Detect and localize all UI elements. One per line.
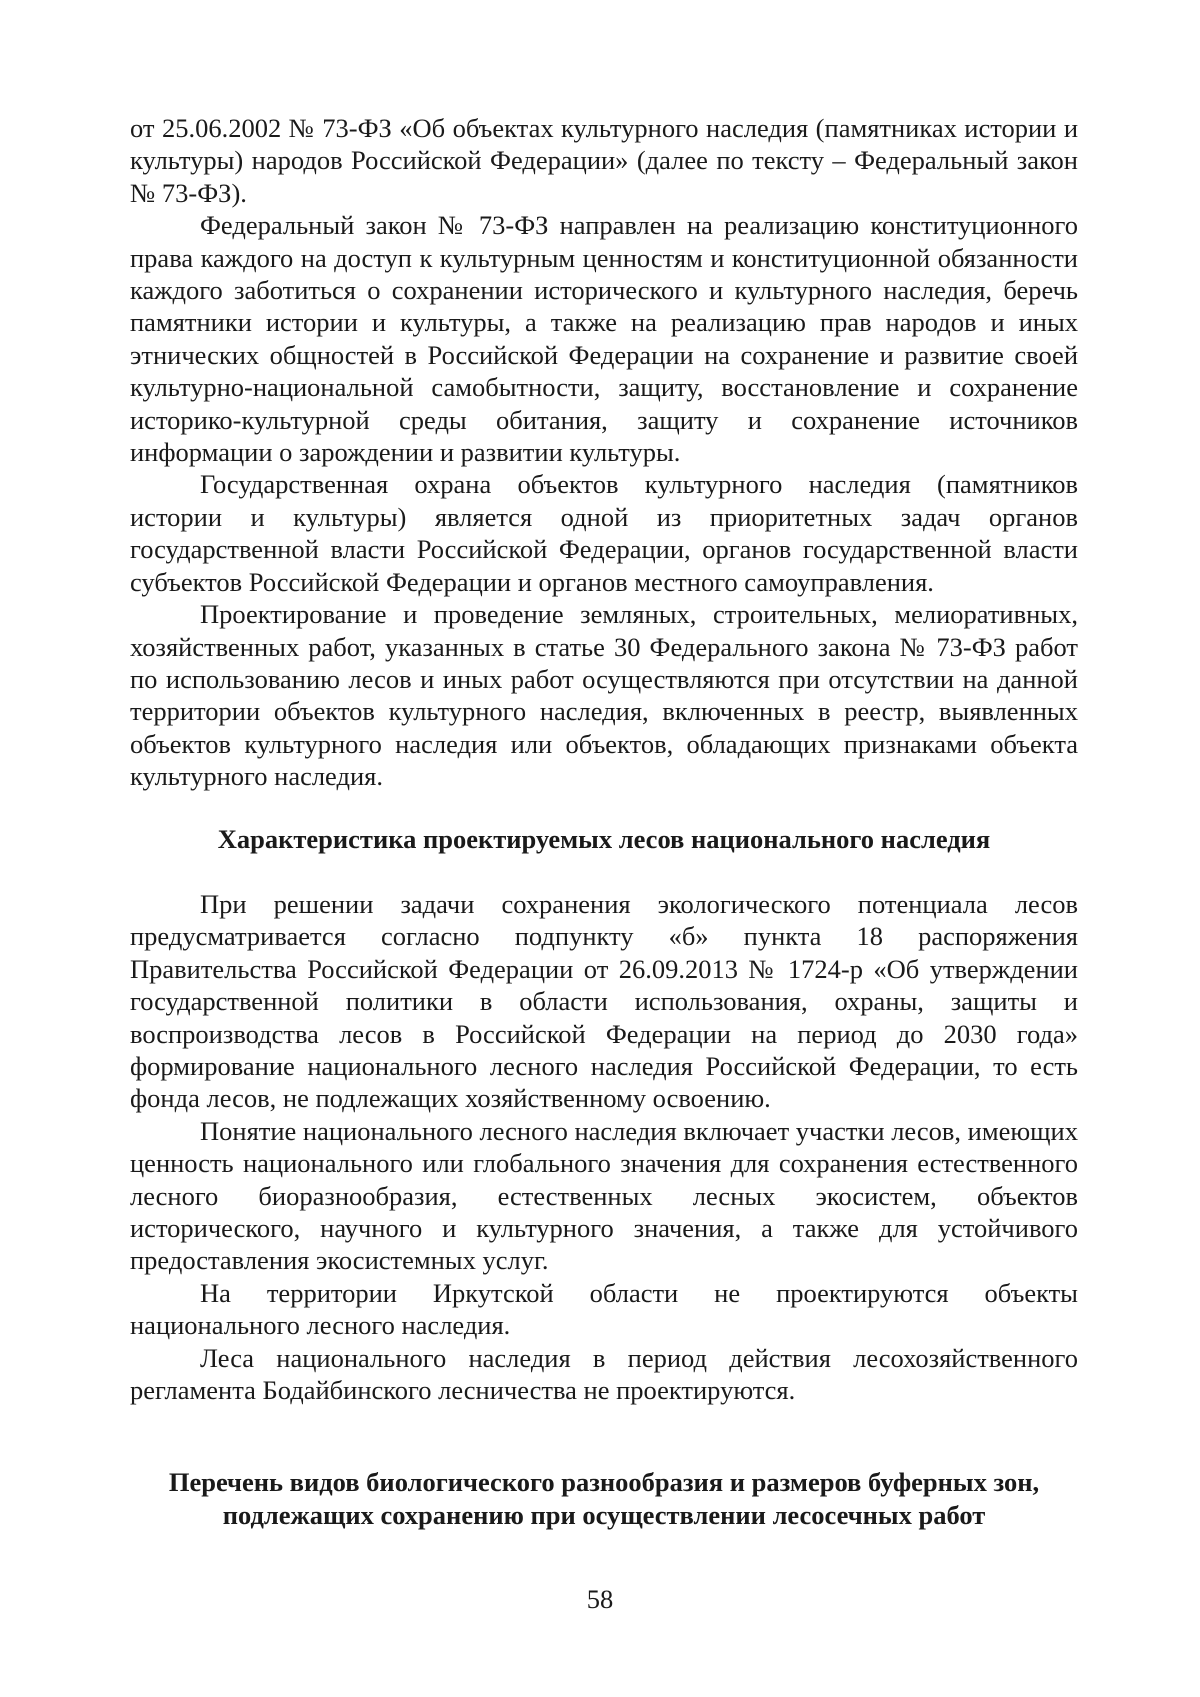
- page-content: [130, 112, 1078, 1531]
- heading-line-2: подлежащих сохранению при осуществлении лесосечных работ: [222, 1499, 986, 1530]
- paragraph-heritage-concept: Понятие национального лесного наследия включает участки лесов, имеющих ценность национального или глобального значения для сохранения естественного лесного биоразнообразия, естественных лесных экосистем, объектов исторического, научного и культурного значения, а также для устойчивого предоставления экосистемных услуг.: [130, 1115, 1078, 1276]
- paragraph-bodaibo-forestry: Леса национального наследия в период действия лесохозяйственного регламента Бодайбинского лесничества не проектируются.: [130, 1342, 1078, 1406]
- paragraph-law-purpose: Федеральный закон № 73-ФЗ направлен на реализацию конституционного права каждого на доступ к культурным ценностям и конституционной обязанности каждого заботиться о сохранении исторического и культурного наследия, беречь памятники истории и культуры, а также на реализацию прав народов и иных этнических общностей в Российской Федерации на сохранение и развитие своей культурно-национальной самобытности, защиту, восстановление и сохранение историко-культурной среды обитания, защиту и сохранение источников информации о зарождении и развитии культуры.: [130, 210, 1078, 468]
- section-heading-biodiversity-buffer-zones: [130, 1466, 1078, 1531]
- page-number: 58: [586, 1584, 614, 1614]
- heading-line-1: Перечень видов биологического разнообразия и размеров буферных зон,: [168, 1467, 1040, 1498]
- paragraph-law-reference: от 25.06.2002 № 73-ФЗ «Об объектах культурного наследия (памятниках истории и культуры) народов Российской Федерации» (далее по тексту – Федеральный закон № 73-ФЗ).: [130, 113, 1078, 208]
- paragraph-works-design: Проектирование и проведение земляных, строительных, мелиоративных, хозяйственных работ, указанных в статье 30 Федерального закона № 73-ФЗ работ по использованию лесов и иных работ осуществляются при отсутствии на данной территории объектов культурного наследия, включенных в реестр, выявленных объектов культурного наследия или объектов, обладающих признаками объекта культурного наследия.: [130, 599, 1078, 792]
- paragraph-ecological-potential: При решении задачи сохранения экологического потенциала лесов предусматривается согласно подпункту «б» пункта 18 распоряжения Правительства Российской Федерации от 26.09.2013 № 1724-р «Об утверждении государственной политики в области использования, охраны, защиты и воспроизводства лесов в Российской Федерации на период до 2030 года» формирование национального лесного наследия Российской Федерации, то есть фонда лесов, не подлежащих хозяйственному освоению.: [130, 888, 1078, 1114]
- section-heading-national-heritage-forests: Характеристика проектируемых лесов национального наследия: [217, 823, 991, 854]
- paragraph-irkutsk-region: На территории Иркутской области не проектируются объекты национального лесного наследия.: [130, 1277, 1078, 1341]
- paragraph-state-protection: Государственная охрана объектов культурного наследия (памятников истории и культуры) является одной из приоритетных задач органов государственной власти Российской Федерации, органов государственной власти субъектов Российской Федерации и органов местного самоуправления.: [130, 469, 1078, 597]
